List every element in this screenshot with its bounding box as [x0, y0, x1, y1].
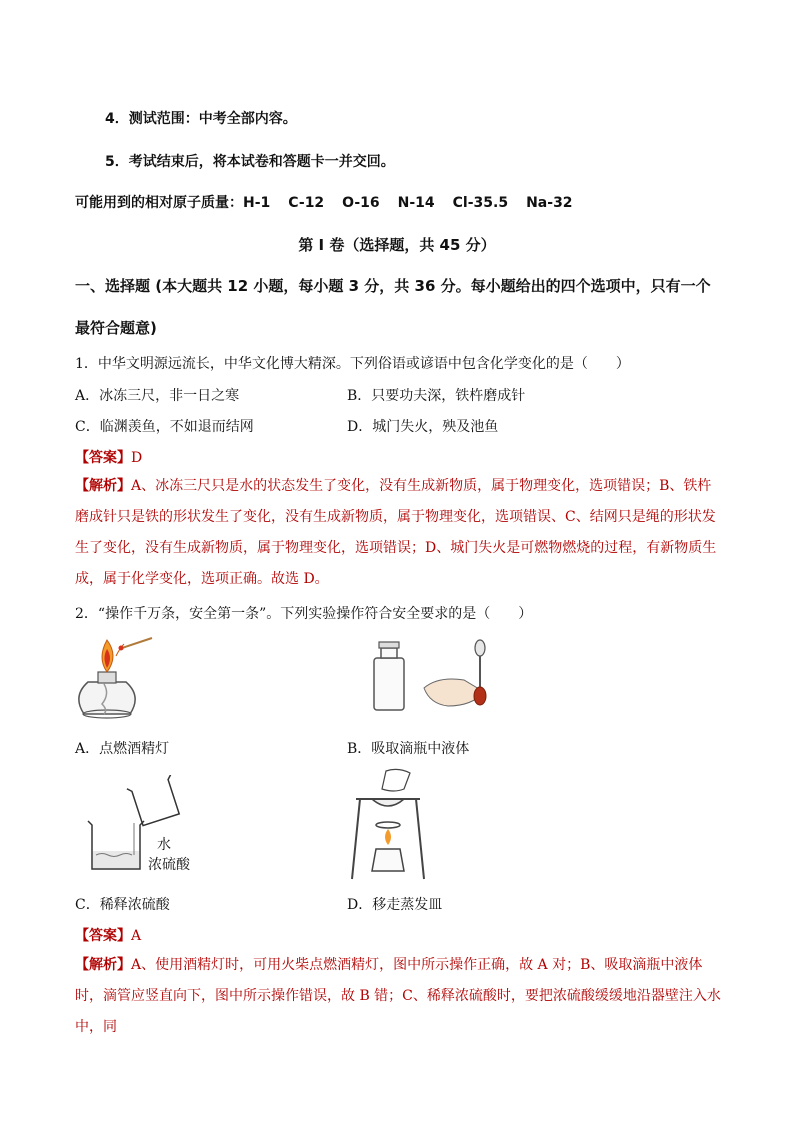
q1-answer	[75, 447, 142, 467]
q2-option-c: C．稀释浓硫酸	[75, 897, 170, 913]
figure-label-acid: 浓硫酸	[148, 857, 190, 873]
q1-analysis-text: A、冰冻三尺只是水的状态发生了变化，没有生成新物质，属于物理变化，选项错误；B、铁杵磨成针只是铁的形状发生了变化，没有生成新物质，属于物理变化，选项错误、C、结网只是绳的形状发生了变化，没有生成新物质，属于物理变化，选项错误；D、城门失火是可燃物燃烧的过程，有新物质生成，属于化学变化，选项正确。故选 D。	[75, 478, 717, 587]
q2-option-a: A．点燃酒精灯	[75, 741, 170, 757]
q2-answer	[75, 925, 141, 945]
atomic-mass-na: Na-32	[526, 195, 573, 211]
q1-option-c: C．临渊羡鱼，不如退而结网	[75, 419, 254, 435]
note-item-5: 5．考试结束后，将本试卷和答题卡一并交回。	[105, 154, 395, 170]
q2-answer-tag: 【答案】	[75, 928, 131, 944]
q2-answer-value: A	[131, 928, 142, 944]
q1-option-d: D．城门失火，殃及池鱼	[347, 419, 499, 435]
q2-option-b: B．吸取滴瓶中液体	[347, 741, 470, 757]
atomic-mass-o: O-16	[342, 195, 380, 211]
note-item-4: 4．测试范围：中考全部内容。	[105, 111, 297, 127]
section-heading-line1: 一、选择题 (本大题共 12 小题，每小题 3 分，共 36 分。每小题给出的四个选项中，只有一个	[75, 277, 711, 295]
atomic-masses-line	[75, 192, 573, 212]
q2-analysis	[75, 950, 721, 1043]
volume-title: 第 I 卷（选择题，共 45 分）	[298, 236, 496, 254]
atomic-mass-cl: Cl-35.5	[452, 195, 509, 211]
q2-option-d: D．移走蒸发皿	[347, 897, 443, 913]
q1-stem: 1．中华文明源远流长，中华文化博大精深。下列俗语或谚语中包含化学变化的是（ ）	[75, 356, 630, 372]
q1-option-a: A．冰冻三尺，非一日之寒	[75, 388, 240, 404]
q2-analysis-tag: 【解析】	[75, 957, 131, 973]
q1-option-b: B．只要功夫深，铁杵磨成针	[347, 388, 526, 404]
atomic-mass-h: H-1	[243, 195, 271, 211]
q1-analysis	[75, 471, 721, 595]
atomic-mass-c: C-12	[288, 195, 325, 211]
q1-answer-tag: 【答案】	[75, 450, 131, 466]
q2-stem: 2．“操作千万条，安全第一条”。下列实验操作符合安全要求的是（ ）	[75, 606, 533, 622]
figure-label-water: 水	[157, 837, 171, 853]
atomic-masses-label: 可能用到的相对原子质量：	[75, 195, 243, 211]
evaporating-dish-figure	[346, 765, 430, 883]
dropper-bottle-figure	[368, 634, 510, 718]
q1-answer-value: D	[131, 450, 143, 466]
q2-analysis-text: A、使用酒精灯时，可用火柴点燃酒精灯，图中所示操作正确，故 A 对；B、吸取滴瓶中液体时，滴管应竖直向下，图中所示操作错误，故 B 错；C、稀释浓硫酸时，要把浓硫酸缓缓地沿器壁注入水中，同	[75, 957, 721, 1035]
q1-analysis-tag: 【解析】	[75, 478, 131, 494]
alcohol-lamp-figure	[64, 634, 164, 720]
section-heading-line2: 最符合题意)	[75, 319, 157, 337]
atomic-mass-n: N-14	[397, 195, 435, 211]
